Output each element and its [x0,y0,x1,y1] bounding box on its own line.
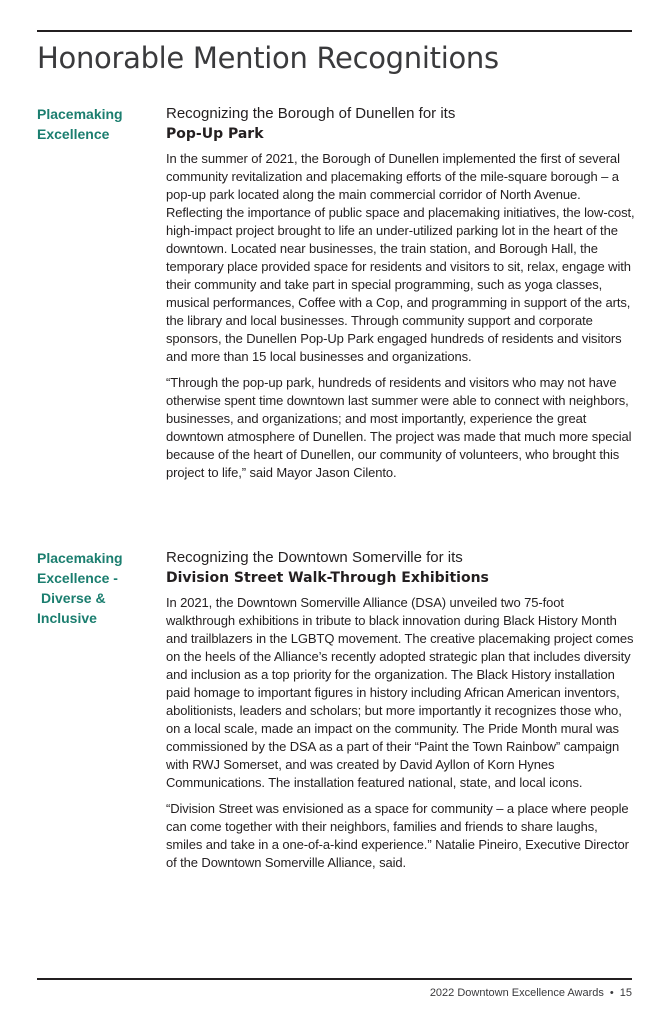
bottom-rule [37,978,632,980]
page-footer [430,987,632,999]
recognition-intro: Recognizing the Downtown Somerville for its [166,549,463,566]
footer-publication: 2022 Downtown Excellence Awards [429,987,604,999]
top-rule [37,30,632,32]
quote-paragraph: “Division Street was envisioned as a space for community – a place where people can come together with their neighbors, families and friends to share laughs, smiles and take in a one-of-a-kind experience.” Natalie Pineiro, Executive Director of the Downtown Somerville Alliance, said. [166,801,629,870]
category-label [37,548,147,628]
recognition-intro: Recognizing the Borough of Dunellen for its [166,105,456,122]
recognition-subject: Division Street Walk-Through Exhibitions [166,570,489,586]
body-paragraph: In the summer of 2021, the Borough of Dunellen implemented the first of several community revitalization and placemaking efforts of the mile-square borough – a pop-up park located along the main commercial corridor of North Avenue. Reflecting the importance of public space and placemaking initiatives, the low-cost, high-impact project brought to life an under-utilized parking lot in the heart of the downtown. Located near businesses, the train station, and Borough Hall, the temporary place provided space for residents and visitors to sit, relax, engage with their community and take part in special programming, such as yoga classes, musical performances, Coffee with a Cop, and programming in support of the arts, the library and local businesses. Through community support and corporate sponsors, the Dunellen Pop-Up Park engaged hundreds of residents and visitors and more than 15 local businesses and organizations. [166,151,635,364]
recognition-content [166,104,635,490]
recognition-subject: Pop-Up Park [166,126,264,142]
body-paragraph: In 2021, the Downtown Somerville Alliance (DSA) unveiled two 75-foot walkthrough exhibitions in tribute to black innovation during Black History Month and trailblazers in the LGBTQ movement. The creative placemaking project comes on the heels of the Alliance’s recently adopted strategic plan that includes diversity and inclusion as a top priority for the organization. The Black History installation paid homage to important figures in history including African American inventors, abolitionists, leaders and scholars; but more importantly it recognizes those who, on a local scale, made an impact on the community. The Pride Month mural was commissioned by the DSA as a part of their “Paint the Town Rainbow” campaign with RWJ Somerset, and was created by David Ayllon of Korn Hynes Communications. The installation featured national, state, and local icons. [166,595,634,790]
quote-paragraph: “Through the pop-up park, hundreds of residents and visitors who may not have otherwise spent time downtown last summer were able to connect with neighbors, businesses, and organizations; and most importantly, experience the great downtown atmosphere of Dunellen. The project was made that much more special because of the heart of Dunellen, our community of volunteers, who brought this project to life,” said Mayor Jason Cilento. [166,375,632,480]
category-label-line: Placemaking [37,550,123,566]
page-title: Honorable Mention Recognitions [37,41,499,75]
category-label-line: Excellence [37,126,110,142]
category-label [37,104,147,144]
page-number: 15 [619,987,632,999]
category-label-line: Placemaking [37,106,123,122]
category-label-line: Excellence - [37,570,118,586]
category-label-line: Diverse & [41,590,106,606]
category-label-line: Inclusive [37,610,97,626]
footer-separator: • [609,987,614,999]
recognition-content [166,548,635,880]
